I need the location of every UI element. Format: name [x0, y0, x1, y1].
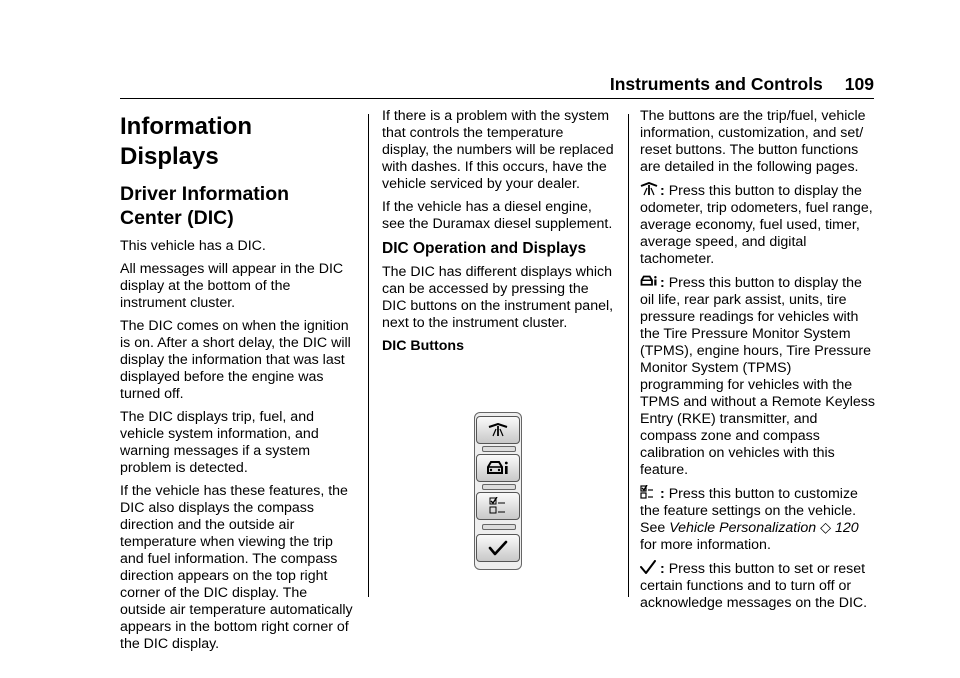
vehicle-info-icon	[486, 460, 510, 476]
set-reset-icon	[640, 560, 658, 574]
running-head	[120, 74, 874, 96]
paragraph: This vehicle has a DIC.	[120, 238, 266, 254]
button-description-text: Press this button to set or reset certain functions and to turn off or acknowledge messages on the DIC.	[640, 561, 868, 611]
column-3	[640, 108, 878, 618]
colon: :	[660, 275, 665, 291]
paragraph: The buttons are the trip/fuel, vehicle information, customization, and set/ reset buttons. The button functions are detailed in the following pages.	[640, 108, 866, 175]
column-2	[382, 108, 614, 361]
trip-fuel-button-illustration	[476, 416, 520, 444]
customization-icon	[640, 485, 658, 499]
cross-reference-link[interactable]: Vehicle Personalization	[669, 520, 817, 536]
colon: :	[660, 183, 665, 199]
paragraph: All messages will appear in the DIC display at the bottom of the instrument cluster.	[120, 261, 344, 311]
button-description-text: Press this button to display the oil life, rear park assist, units, tire pressure readings for vehicles with the Tire Pressure Monitor System (TPMS), engine hours, Tire Pressure Monitor System (TPMS) programming for vehicles with the TPMS and without a Remote Keyless Entry (RKE) transmitter, and compass zone and compass calibration on vehicles with this feature.	[640, 275, 875, 478]
button-description-text: for more information.	[640, 537, 771, 553]
set-reset-button-illustration	[476, 534, 520, 562]
column-divider-1	[368, 114, 369, 597]
page-title: Information Displays	[120, 113, 252, 170]
figure-label: DIC Buttons	[382, 338, 464, 354]
vehicle-info-button-illustration	[476, 454, 520, 482]
page-number: 109	[844, 74, 874, 94]
section-title: Instruments and Controls	[609, 74, 823, 94]
button-description-trip-fuel	[640, 182, 878, 268]
button-separator	[482, 446, 516, 452]
button-description-customization	[640, 485, 878, 554]
paragraph: If there is a problem with the system that controls the temperature display, the numbers will be replaced with dashes. If this occurs, have the vehicle serviced by your dealer.	[382, 108, 614, 192]
subsection-heading-dic-operation: DIC Operation and Displays	[382, 240, 587, 257]
paragraph: The DIC comes on when the ignition is on. After a short delay, the DIC will display the information that was last displayed before the engine was turned off.	[120, 318, 351, 402]
button-description-set-reset	[640, 560, 878, 612]
customization-button-illustration	[476, 492, 520, 520]
cross-reference-page[interactable]: 120	[834, 520, 859, 536]
paragraph: The DIC has different displays which can be accessed by pressing the DIC buttons on the instrument panel, next to the instrument cluster.	[382, 264, 614, 331]
colon: :	[660, 561, 665, 577]
vehicle-info-icon	[640, 274, 658, 288]
button-separator	[482, 484, 516, 490]
button-description-vehicle-info	[640, 274, 878, 479]
customization-icon	[488, 497, 508, 515]
column-divider-2	[628, 114, 629, 597]
trip-fuel-icon	[487, 423, 509, 437]
set-reset-icon	[488, 540, 508, 556]
button-description-text: Press this button to customize the feature settings on the vehicle. See	[640, 486, 858, 536]
dic-buttons-figure	[474, 412, 522, 570]
trip-fuel-icon	[640, 182, 658, 196]
paragraph: If the vehicle has a diesel engine, see the Duramax diesel supplement.	[382, 199, 613, 232]
cross-reference-glyph: ◇	[820, 520, 832, 536]
button-separator	[482, 524, 516, 530]
paragraph: The DIC displays trip, fuel, and vehicle system information, and warning messages if a system problem is detected.	[120, 409, 319, 476]
paragraph: If the vehicle has these features, the DIC also displays the compass direction and the outside air temperature when viewing the trip and fuel information. The compass direction appears on the top right corner of the DIC display. The outside air temperature automatically appears in the bottom right corner of the DIC display.	[120, 483, 353, 652]
section-heading-dic: Driver Information Center (DIC)	[120, 183, 290, 229]
button-description-text: Press this button to display the odometer, trip odometers, fuel range, average economy, fuel used, timer, average speed, and digital tachometer.	[640, 183, 873, 267]
header-rule	[120, 98, 874, 99]
column-1	[120, 108, 356, 659]
colon: :	[660, 486, 665, 502]
